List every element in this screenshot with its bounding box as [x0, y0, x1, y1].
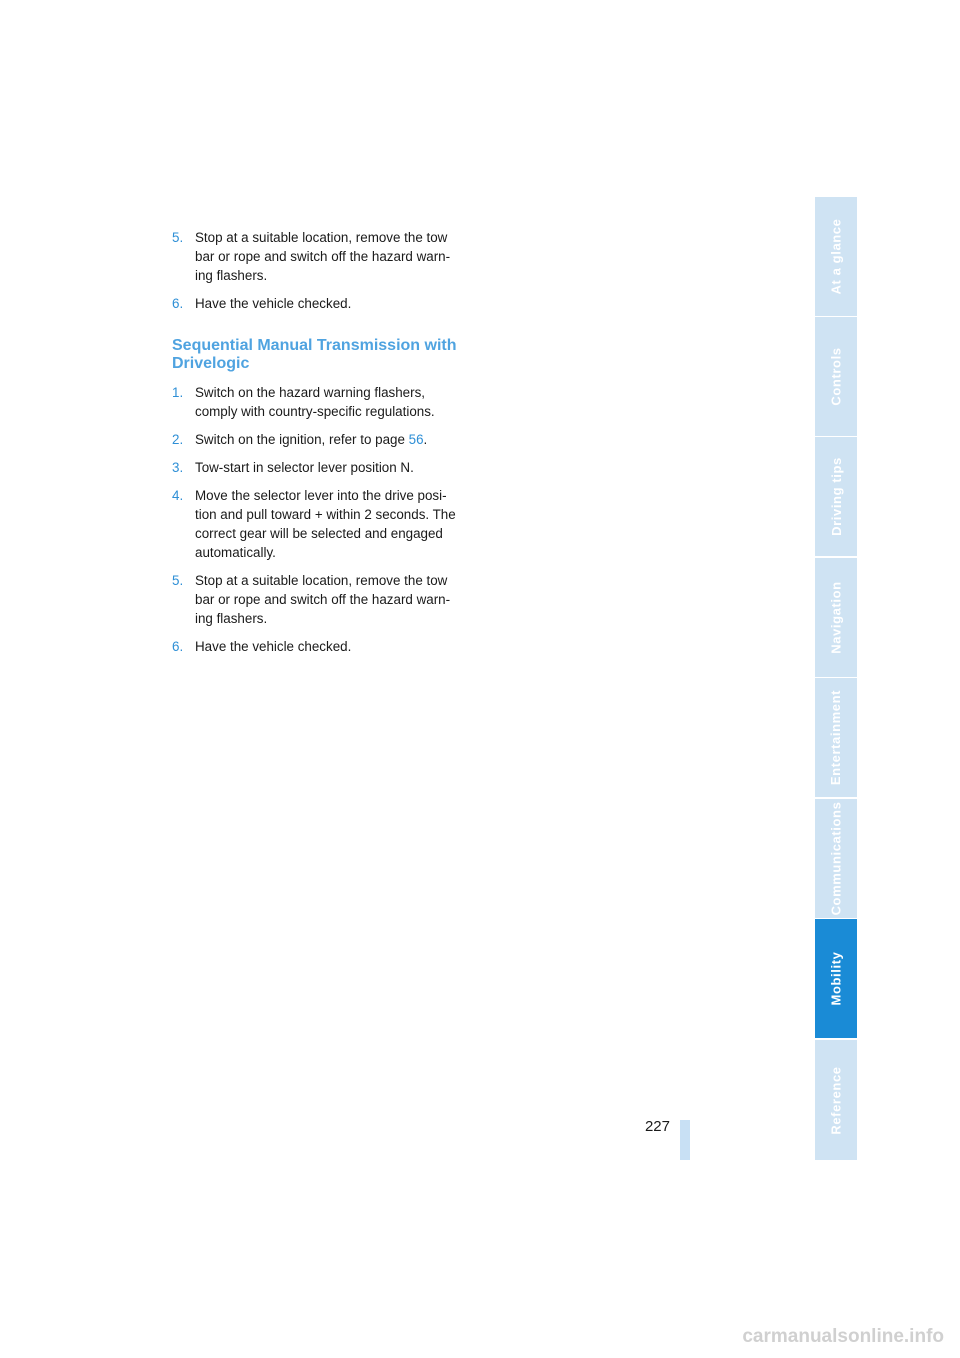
step-item	[172, 383, 467, 421]
step-number: 6.	[172, 639, 184, 654]
step-item	[172, 637, 467, 656]
tab-label: At a glance	[828, 218, 844, 295]
tab-label: Reference	[828, 1065, 844, 1135]
page-number: 227	[644, 1118, 670, 1135]
step-number: 2.	[172, 432, 184, 447]
chapter-tabs	[815, 197, 857, 1160]
step-text: Stop at a suitable location, remove the tow bar or rope and switch off the hazard warn-ing flashers.	[195, 573, 451, 626]
step-text: Move the selector lever into the drive posi-tion and pull toward + within 2 seconds. The correct gear will be selected and engaged automatically.	[195, 488, 456, 560]
tab-label: Communications	[828, 801, 844, 916]
tab-navigation[interactable]	[815, 558, 857, 677]
tab-controls[interactable]	[815, 317, 857, 436]
tab-label: Controls	[828, 347, 844, 406]
step-text: Have the vehicle checked.	[195, 296, 352, 311]
steps-list-drivelogic	[172, 383, 467, 656]
step-item	[172, 571, 467, 628]
step-number: 1.	[172, 385, 184, 400]
tab-label: Entertainment	[828, 689, 844, 786]
page-number-bar	[680, 1120, 690, 1160]
step-text: Switch on the hazard warning flashers, comply with country-specific regulations.	[195, 385, 435, 419]
tab-communications[interactable]	[815, 799, 857, 918]
step-text-end: .	[423, 432, 428, 447]
steps-list-towing-end	[172, 228, 467, 313]
step-text: Have the vehicle checked.	[195, 639, 352, 654]
tab-label: Driving tips	[828, 457, 844, 536]
step-text: Tow-start in selector lever position N.	[195, 460, 414, 475]
step-item	[172, 294, 467, 313]
step-number: 5.	[172, 573, 184, 588]
tab-label: Mobility	[828, 951, 844, 1006]
step-text: Stop at a suitable location, remove the tow bar or rope and switch off the hazard warn-ing flashers.	[195, 230, 451, 283]
tab-entertainment[interactable]	[815, 678, 857, 797]
step-text: Switch on the ignition, refer to page	[195, 432, 409, 447]
step-number: 5.	[172, 230, 184, 245]
step-number: 4.	[172, 488, 184, 503]
tab-mobility[interactable]	[815, 919, 857, 1038]
tab-label: Navigation	[828, 581, 844, 654]
section-heading: Sequential Manual Transmission with Drivelogic	[172, 337, 457, 372]
step-item	[172, 228, 467, 285]
page-content	[172, 228, 467, 665]
tab-driving-tips[interactable]	[815, 437, 857, 556]
step-item	[172, 486, 467, 562]
step-item	[172, 430, 467, 449]
step-item	[172, 458, 467, 477]
watermark: carmanualsonline.info	[742, 1326, 944, 1347]
tab-reference[interactable]	[815, 1040, 857, 1160]
step-number: 6.	[172, 296, 184, 311]
tab-at-a-glance[interactable]	[815, 197, 857, 316]
step-number: 3.	[172, 460, 184, 475]
page-reference-link[interactable]: 56	[408, 432, 424, 447]
